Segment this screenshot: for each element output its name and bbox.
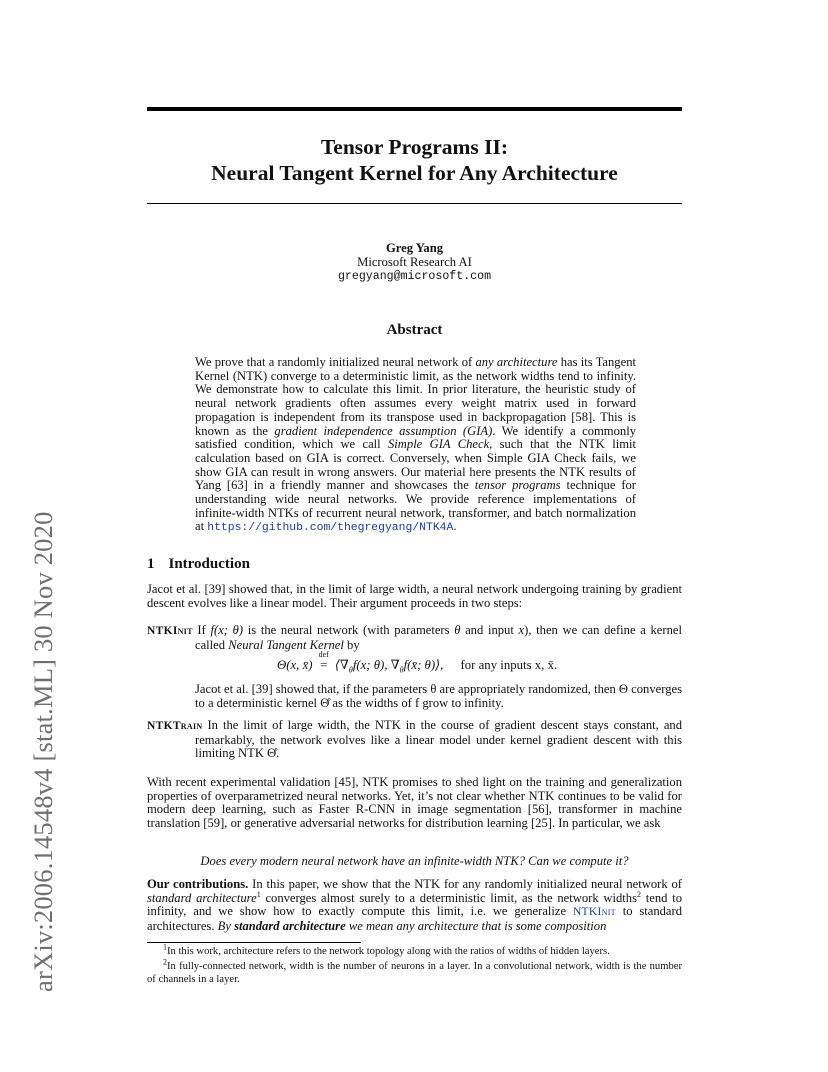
contributions-emphasis: By: [217, 919, 235, 934]
ntktrain-item: [147, 719, 682, 761]
arxiv-sidebar-id: arXiv:2006.14548v4 [stat.ML] 30 Nov 2020: [28, 511, 58, 992]
ntktrain-label: NTKTrain: [147, 720, 203, 732]
ntkinit-link[interactable]: NTKInit: [572, 906, 616, 919]
abstract-text: has its Tangent Kernel (NTK) converge to a deterministic limit, as the network widths tend to infinity. We demonstrate how to calculate this limit. In prior literature, the heuristic study of neural network gradients often assumes every weight matrix used in forward propagation is independent from its transpose used in backpropagation [58]. This is known as the: [195, 355, 636, 438]
section-title: Introduction: [168, 556, 250, 572]
intro-paragraph-1: Jacot et al. [39] showed that, in the limit of large width, a neural network undergoing training by gradient descent evolves like a linear model. Their argument proceeds in two steps:: [147, 582, 682, 610]
title-line-2: Neural Tangent Kernel for Any Architecture: [211, 161, 618, 185]
title-top-rule: [147, 107, 682, 111]
abstract-emphasis: any architecture: [475, 355, 558, 369]
equation-rhs: f(x; θ), ∇: [352, 658, 400, 672]
footnote-mark-2[interactable]: 2: [637, 889, 641, 899]
equation-equals: =: [320, 658, 328, 672]
equation-subscript: θ: [399, 665, 404, 675]
abstract-text: , such that the NTK limit calculation based on GIA is correct. Conversely, when Simple GIA Check fails, we show GIA can result in wrong answers. Our material here presents the NTK results of Yang [63] in a friendly manner and showcases the: [195, 437, 637, 493]
contributions-label: Our contributions.: [147, 877, 249, 891]
author-email: gregyang@microsoft.com: [337, 269, 492, 283]
equation-rhs: ⟨∇: [331, 658, 349, 672]
footnote-1: [147, 942, 682, 959]
equation-rhs: f(x̄; θ)⟩,: [403, 658, 444, 672]
author-affiliation: Microsoft Research AI: [357, 254, 472, 269]
footnote-number: 1: [163, 942, 167, 952]
abstract-text: technique for understanding wide neural networks. We provide reference implementations of infinite-width NTKs of recurrent neural network, transformer, and batch normalization at: [195, 478, 636, 534]
ntkinit-emphasis: Neural Tangent Kernel: [228, 637, 344, 652]
ntkinit-text: by: [343, 637, 360, 652]
ntkinit-paragraph-2: Jacot et al. [39] showed that, if the parameters θ are appropriately randomized, then Θ converges to a deterministic kernel Θ̊ as the widths of f grow to infinity.: [195, 682, 682, 710]
footnote-number: 2: [163, 957, 167, 967]
footnote-2: [147, 957, 682, 986]
ntkinit-label: NTKInit: [147, 625, 193, 637]
abstract-emphasis: gradient independence assumption (GIA): [274, 423, 493, 438]
ntkinit-item: [147, 624, 682, 652]
intro-paragraph-2: With recent experimental validation [45], NTK promises to shed light on the training and generalization properties of overparametrized neural networks. Yet, it’s not clear whether NTK continues to be valid for modern deep learning, such as Faster R-CNN in image segmentation [56], transformer in machine translation [59], or generative adversarial networks for distribution learning [25]. In particular, we ask: [147, 775, 682, 831]
code-url-link[interactable]: https://github.com/thegregyang/NTK4A: [207, 522, 454, 535]
contributions-emphasis: we mean any architecture that is some composition: [345, 919, 607, 934]
title-line-1: Tensor Programs II:: [320, 135, 509, 159]
contributions-text: converges almost surely to a deterministic limit, as the network widths: [260, 890, 637, 905]
equation-tail: for any inputs x, x̄.: [460, 658, 558, 672]
abstract-emphasis: Simple GIA Check: [388, 437, 490, 452]
abstract-heading: Abstract: [386, 322, 443, 338]
footnote-text: In fully-connected network, width is the number of neurons in a layer. In a convolutional network, width is the number of channels in a layer.: [147, 961, 682, 985]
contributions-text: tend to infinity, and we show how to exactly compute this limit, i.e. we generalize: [147, 890, 682, 919]
contributions-text: In this paper, we show that the NTK for any randomly initialized neural network of: [248, 877, 682, 891]
equation-def-label: def: [318, 650, 329, 659]
ntkinit-text: and input: [460, 623, 519, 637]
ntkinit-text: ), then we can define a kernel called: [195, 623, 682, 652]
footnote-rule: [147, 942, 361, 943]
ntk-equation: [277, 650, 558, 675]
title-bottom-rule: [147, 203, 682, 204]
paper-title: [147, 134, 682, 186]
ntktrain-text: In the limit of large width, the NTK in the course of gradient descent stays constant, and remarkably, the network evolves like a linear model under kernel gradient descent with this limiting NTK Θ̊.: [195, 718, 682, 761]
ntkinit-text: If: [192, 623, 211, 637]
equation-subscript: θ: [348, 665, 353, 675]
section-heading-introduction: [147, 556, 250, 573]
contributions-paragraph: [147, 878, 682, 934]
abstract-text: We prove that a randomly initialized neural network of: [195, 355, 476, 369]
equation-lhs: Θ(x, x̄): [277, 658, 316, 672]
abstract-body: [195, 356, 636, 536]
section-number: 1: [147, 556, 155, 572]
footnote-text: In this work, architecture refers to the network topology along with the ratios of widths of hidden layers.: [167, 946, 610, 957]
contributions-emphasis: standard architecture: [147, 890, 257, 905]
author-block: [147, 242, 682, 283]
abstract-text: .: [453, 519, 457, 534]
contributions-text: to standard architectures.: [147, 904, 682, 934]
math-inline: x: [518, 623, 525, 637]
footnote-mark-1[interactable]: 1: [256, 889, 261, 899]
research-question: Does every modern neural network have an infinite-width NTK? Can we compute it?: [200, 854, 629, 868]
abstract-text: . We identify a commonly satisfied condition, which we call: [195, 423, 636, 452]
ntkinit-text: is the neural network (with parameters: [243, 623, 455, 637]
math-inline: f(x; θ): [210, 623, 244, 637]
author-name: Greg Yang: [385, 241, 444, 255]
math-inline: θ: [454, 623, 461, 637]
contributions-bold: standard architecture: [234, 919, 346, 934]
abstract-emphasis: tensor programs: [474, 478, 561, 493]
